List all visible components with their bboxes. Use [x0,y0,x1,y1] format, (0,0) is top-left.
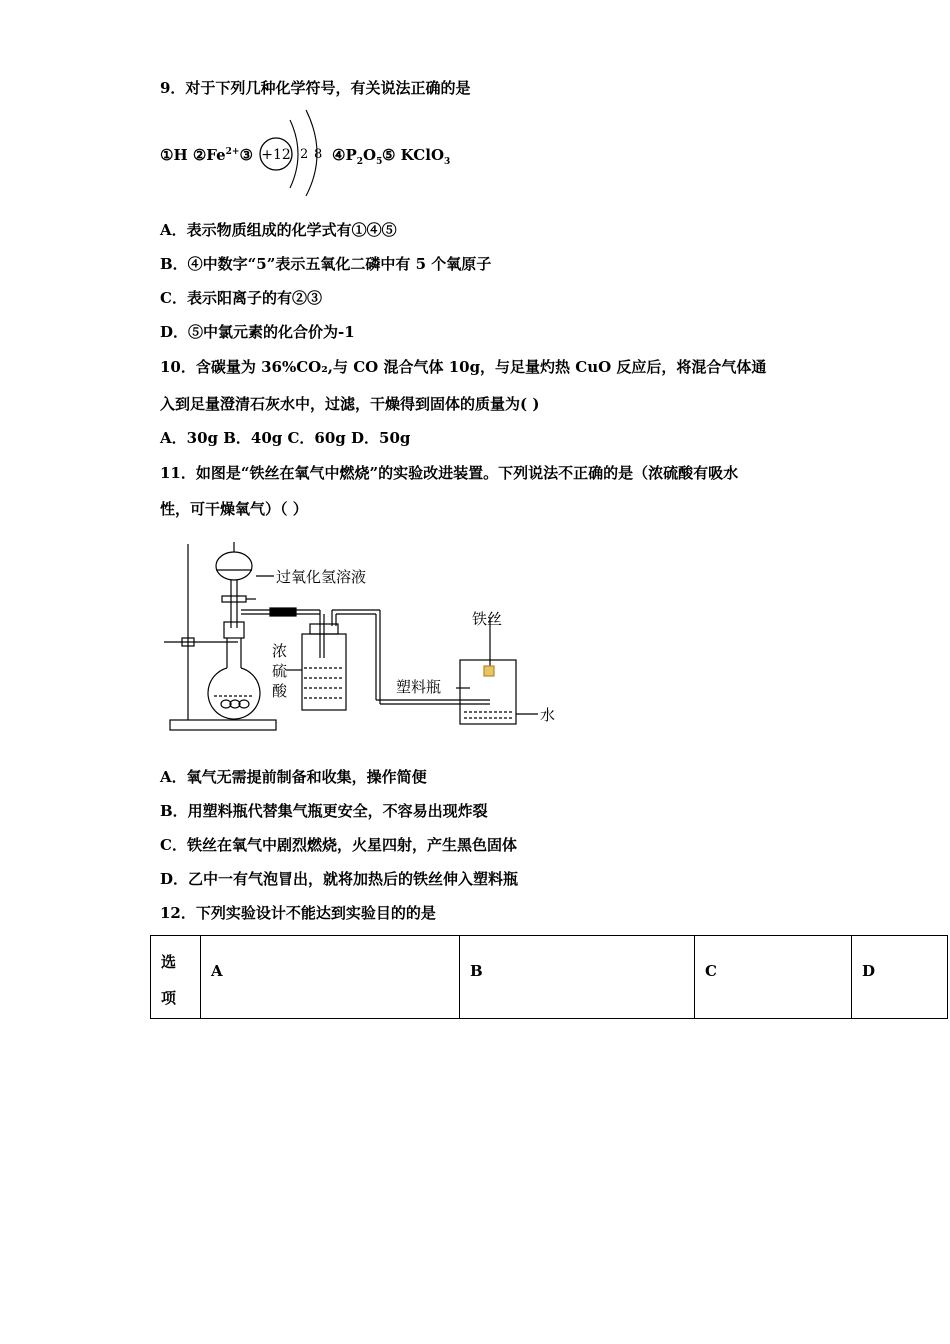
q9-stem: 9．对于下列几种化学符号，有关说法正确的是 [160,79,471,97]
q9-option-c: C．表示阳离子的有②③ [160,289,322,307]
experiment-apparatus-figure [160,538,580,738]
label-acid-char-3: 酸 [272,682,288,700]
q10-stem-line-2: 入到足量澄清石灰水中，过滤，干燥得到固体的质量为( ) [160,395,540,413]
label-iron-wire: 铁丝 [472,610,503,628]
table-header-cell: 选 项 [151,936,201,1019]
atom-electron-shell-1: 2 [300,147,309,162]
q11-stem-line-1: 11．如图是“铁丝在氧气中燃烧”的实验改进装置。下列说法不正确的是（浓硫酸有吸水 [160,464,739,482]
label-plastic-bottle: 塑料瓶 [396,678,442,696]
label-acid-char-2: 硫 [272,662,288,680]
round-bottom-flask [208,668,260,719]
q11-option-a: A．氧气无需提前制备和收集，操作简便 [160,768,427,786]
q10-options: A．30g B．40g C．60g D．50g [160,429,411,447]
q9-symbol-row [160,108,560,198]
q10-stem-line-1: 10．含碳量为 36%CO₂,与 CO 混合气体 10g，与足量灼热 CuO 反应后，将混合气体通 [160,358,767,376]
q11-option-c: C．铁丝在氧气中剧烈燃烧，火星四射，产生黑色固体 [160,836,517,854]
label-acid-char-1: 浓 [272,642,288,660]
separatory-funnel [216,552,252,580]
q9-option-a: A．表示物质组成的化学式有①④⑤ [160,221,397,239]
label-water: 水 [540,706,556,724]
electron-shell-1 [290,120,298,188]
atom-electron-shell-2: 8 [314,147,323,162]
q11-option-d: D．乙中一有气泡冒出，就将加热后的铁丝伸入塑料瓶 [160,870,519,888]
table-cell-b: B [460,936,695,1019]
rubber-tube [270,608,296,616]
q9-option-b: B．④中数字“5”表示五氧化二磷中有 5 个氧原子 [160,255,492,273]
label-hydrogen-peroxide: 过氧化氢溶液 [276,568,367,586]
q9-symbol-5: ⑤ KClO$_3$ [382,146,451,167]
table-cell-d: D [852,936,948,1019]
table-row [151,936,948,1019]
q12-stem: 12．下列实验设计不能达到实验目的的是 [160,904,436,922]
table-cell-a: A [201,936,460,1019]
q11-option-b: B．用塑料瓶代替集气瓶更安全，不容易出现炸裂 [160,802,488,820]
iron-wire-spark [484,666,494,676]
q11-stem-line-2: 性，可干燥氧气）（ ） [160,500,308,518]
q9-symbol-1-2: ①H $②Fe^{2+}③$ [160,146,253,164]
q9-option-d: D．⑤中氯元素的化合价为-1 [160,323,355,341]
atom-nucleus-charge: +12 [261,147,291,163]
table-cell-c: C [695,936,852,1019]
q12-options-table [150,935,948,1019]
stand-base [170,720,276,730]
q9-symbol-4: $④P_2O_5$ [332,146,383,167]
